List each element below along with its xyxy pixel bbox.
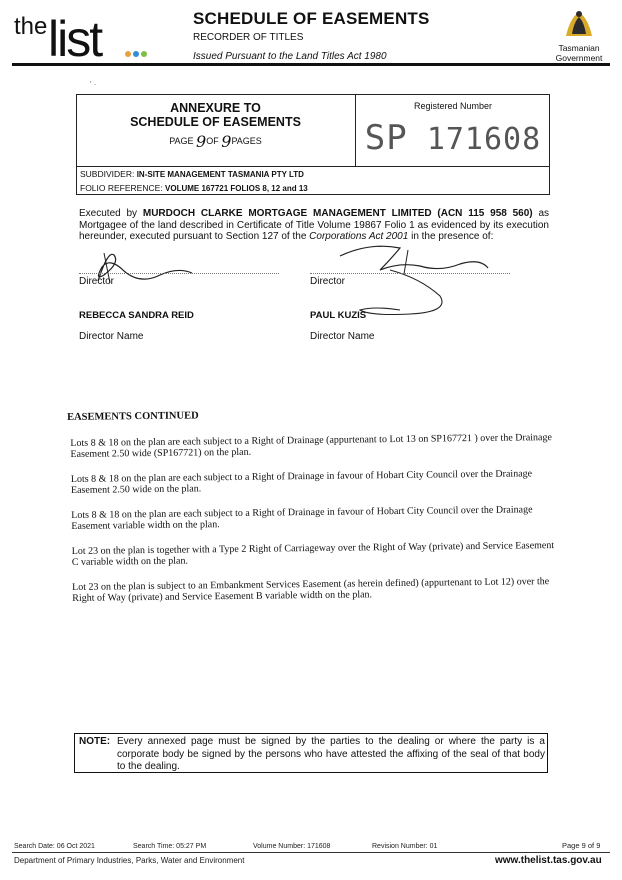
footer-search-time: Search Time: 05:27 PM <box>133 843 207 850</box>
footer-rule <box>12 852 610 853</box>
footer-department: Department of Primary Industries, Parks, Water and Environment <box>14 856 245 865</box>
the-list-logo <box>12 4 152 60</box>
tasmanian-government-logo <box>548 8 610 63</box>
subdivider-label: SUBDIVIDER: <box>80 169 135 179</box>
page-prefix: PAGE <box>169 136 194 146</box>
note-text: Every annexed page must be signed by the parties to the dealing or where the party is a corporate body be signed by the persons who have attested the affixing of the seal of that body to the dealing. <box>117 736 545 772</box>
easement-paragraph: Lots 8 & 18 on the plan are each subject to a Right of Drainage in favour of Hobart City Council over the Drainage Easement 2.50 wide on the plan. <box>70 467 533 496</box>
registered-number <box>356 118 550 158</box>
signature-2 <box>330 240 490 320</box>
director-name-caption: Director Name <box>79 331 144 342</box>
registered-number-label: Registered Number <box>413 101 493 111</box>
svg-text:list: list <box>48 11 102 60</box>
easements-heading: EASEMENTS CONTINUED <box>67 410 199 423</box>
page-of: OF <box>206 136 219 146</box>
execution-clause <box>79 208 549 243</box>
footer-website-link[interactable]: www.thelist.tas.gov.au <box>495 855 602 866</box>
footer-revision-number: Revision Number: 01 <box>372 843 438 850</box>
footer-volume-number: Volume Number: 171608 <box>253 843 331 850</box>
annexure-page-count <box>76 132 355 151</box>
gov-name-line2: Government <box>555 53 603 63</box>
header-rule <box>12 63 610 66</box>
document-subtitle: RECORDER OF TITLES <box>193 32 304 43</box>
director-name: REBECCA SANDRA REID <box>79 310 194 321</box>
easements-section <box>67 406 555 617</box>
registered-prefix: SP <box>364 118 408 158</box>
annexure-title: SCHEDULE OF EASEMENTS <box>130 115 301 129</box>
easement-paragraph: Lots 8 & 18 on the plan are each subject to a Right of Drainage in favour of Hobart City Council over the Drainage Easement variable width on the plan. <box>71 503 533 532</box>
signature-line <box>79 273 279 274</box>
director-name-caption: Director Name <box>310 331 375 342</box>
page-suffix: PAGES <box>231 136 262 146</box>
issuing-act: Issued Pursuant to the Land Titles Act 1980 <box>193 51 387 62</box>
annexure-divider <box>76 166 550 167</box>
folio-reference-line <box>80 183 308 193</box>
signature-line <box>310 273 510 274</box>
execution-text: Executed by <box>79 208 143 219</box>
director-label: Director <box>310 276 346 287</box>
subdivider-value: IN-SITE MANAGEMENT TASMANIA PTY LTD <box>136 170 304 179</box>
director-label: Director <box>79 276 115 287</box>
easement-paragraph: Lot 23 on the plan is subject to an Embankment Services Easement (as herein defined) (appurtenant to Lot 12) over the Right of Way (private) and Service Easement B variable width on the plan. <box>72 575 550 604</box>
folio-label: FOLIO REFERENCE: <box>80 183 163 193</box>
execution-text: in the presence of: <box>408 231 494 242</box>
act-reference: Corporations Act 2001 <box>309 231 409 242</box>
easement-paragraph: Lots 8 & 18 on the plan are each subject to a Right of Drainage (appurtenant to Lot 13 on SP167721 ) over the Drainage Easement 2.50 wide (SP167721) on the plan. <box>70 431 552 460</box>
page-total: 9 <box>221 132 232 151</box>
easement-paragraph: Lot 23 on the plan is together with a Type 2 Right of Carriageway over the Right of Way (private) and Service Easement C variable width on the plan. <box>71 539 555 568</box>
crest-icon <box>562 8 596 38</box>
footer-search-date: Search Date: 06 Oct 2021 <box>14 843 95 850</box>
execution-text: as Mortgagee of the land described in Certificate of Title Volume 19867 Folio 1 as evidenced by its execution hereunder, executed pursuant to Section 127 of the <box>79 208 550 242</box>
folio-value: VOLUME 167721 FOLIOS 8, 12 and 13 <box>165 184 308 193</box>
gov-name-line1: Tasmanian <box>558 43 600 53</box>
note-label: NOTE: <box>79 736 111 747</box>
page-current: 9 <box>196 132 207 151</box>
subdivider-line <box>80 169 304 179</box>
mortgagee-name: MURDOCH CLARKE MORTGAGE MANAGEMENT LIMITED (ACN 115 958 560) <box>142 208 533 219</box>
svg-text:the: the <box>14 13 48 40</box>
director-name: PAUL KUZIS <box>310 310 367 321</box>
registered-digits: 171608 <box>426 122 542 157</box>
footer-page-number: Page 9 of 9 <box>562 841 601 850</box>
annexure-title: ANNEXURE TO <box>170 101 261 115</box>
document-title: SCHEDULE OF EASEMENTS <box>193 9 430 28</box>
stray-mark: ' · <box>90 80 97 89</box>
